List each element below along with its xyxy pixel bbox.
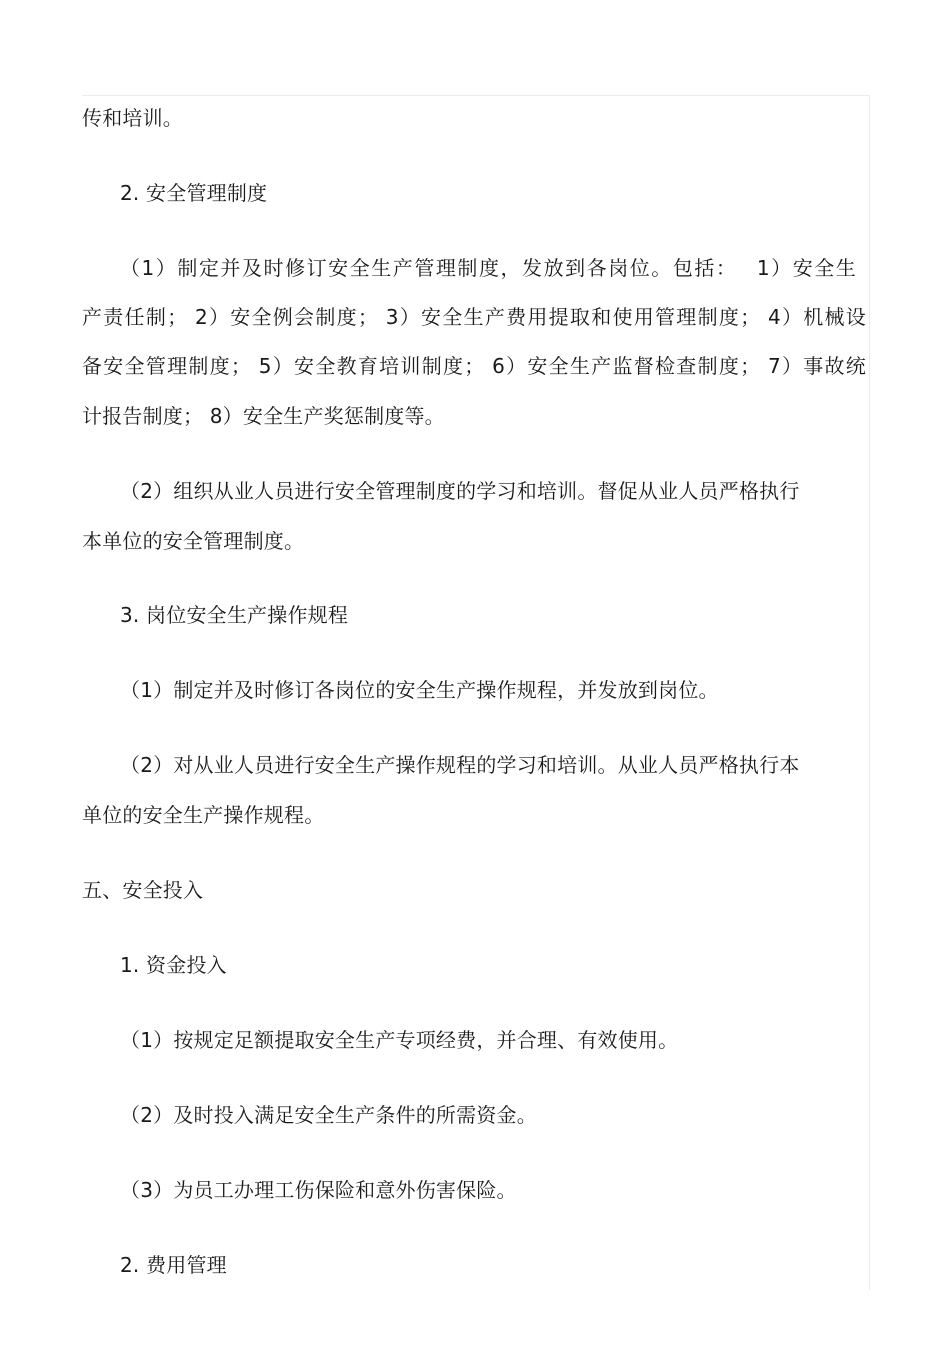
text-line: （3）为员工办理工伤保险和意外伤害保险。	[120, 1178, 517, 1202]
text-line: 本单位的安全管理制度。	[82, 529, 305, 553]
text-line: （1）制定并及时修订安全生产管理制度，发放到各岗位。包括： 1）安全生	[120, 256, 856, 280]
text-line: 传和培训。	[82, 106, 183, 130]
text-line: （1）制定并及时修订各岗位的安全生产操作规程，并发放到岗位。	[120, 678, 719, 702]
text-line: 单位的安全生产操作规程。	[82, 803, 325, 827]
text-line: （2）组织从业人员进行安全管理制度的学习和培训。督促从业人员严格执行	[120, 479, 800, 503]
text-line: （2）对从业人员进行安全生产操作规程的学习和培训。从业人员严格执行本	[120, 753, 800, 777]
page-border-top	[82, 95, 870, 96]
section-heading: 3. 岗位安全生产操作规程	[120, 603, 349, 627]
section-heading: 1. 资金投入	[120, 953, 227, 977]
page-border-right	[869, 95, 870, 1290]
chapter-heading: 五、安全投入	[82, 878, 204, 902]
section-heading: 2. 费用管理	[120, 1253, 227, 1277]
text-line: （1）按规定足额提取安全生产专项经费，并合理、有效使用。	[120, 1028, 679, 1052]
text-line: （2）及时投入满足安全生产条件的所需资金。	[120, 1103, 537, 1127]
text-line: 产责任制； 2）安全例会制度； 3）安全生产费用提取和使用管理制度； 4）机械设	[82, 305, 866, 329]
text-line: 计报告制度； 8）安全生产奖惩制度等。	[82, 404, 445, 428]
section-heading: 2. 安全管理制度	[120, 181, 268, 205]
text-line: 备安全管理制度； 5）安全教育培训制度； 6）安全生产监督检查制度； 7）事故统	[82, 354, 866, 378]
